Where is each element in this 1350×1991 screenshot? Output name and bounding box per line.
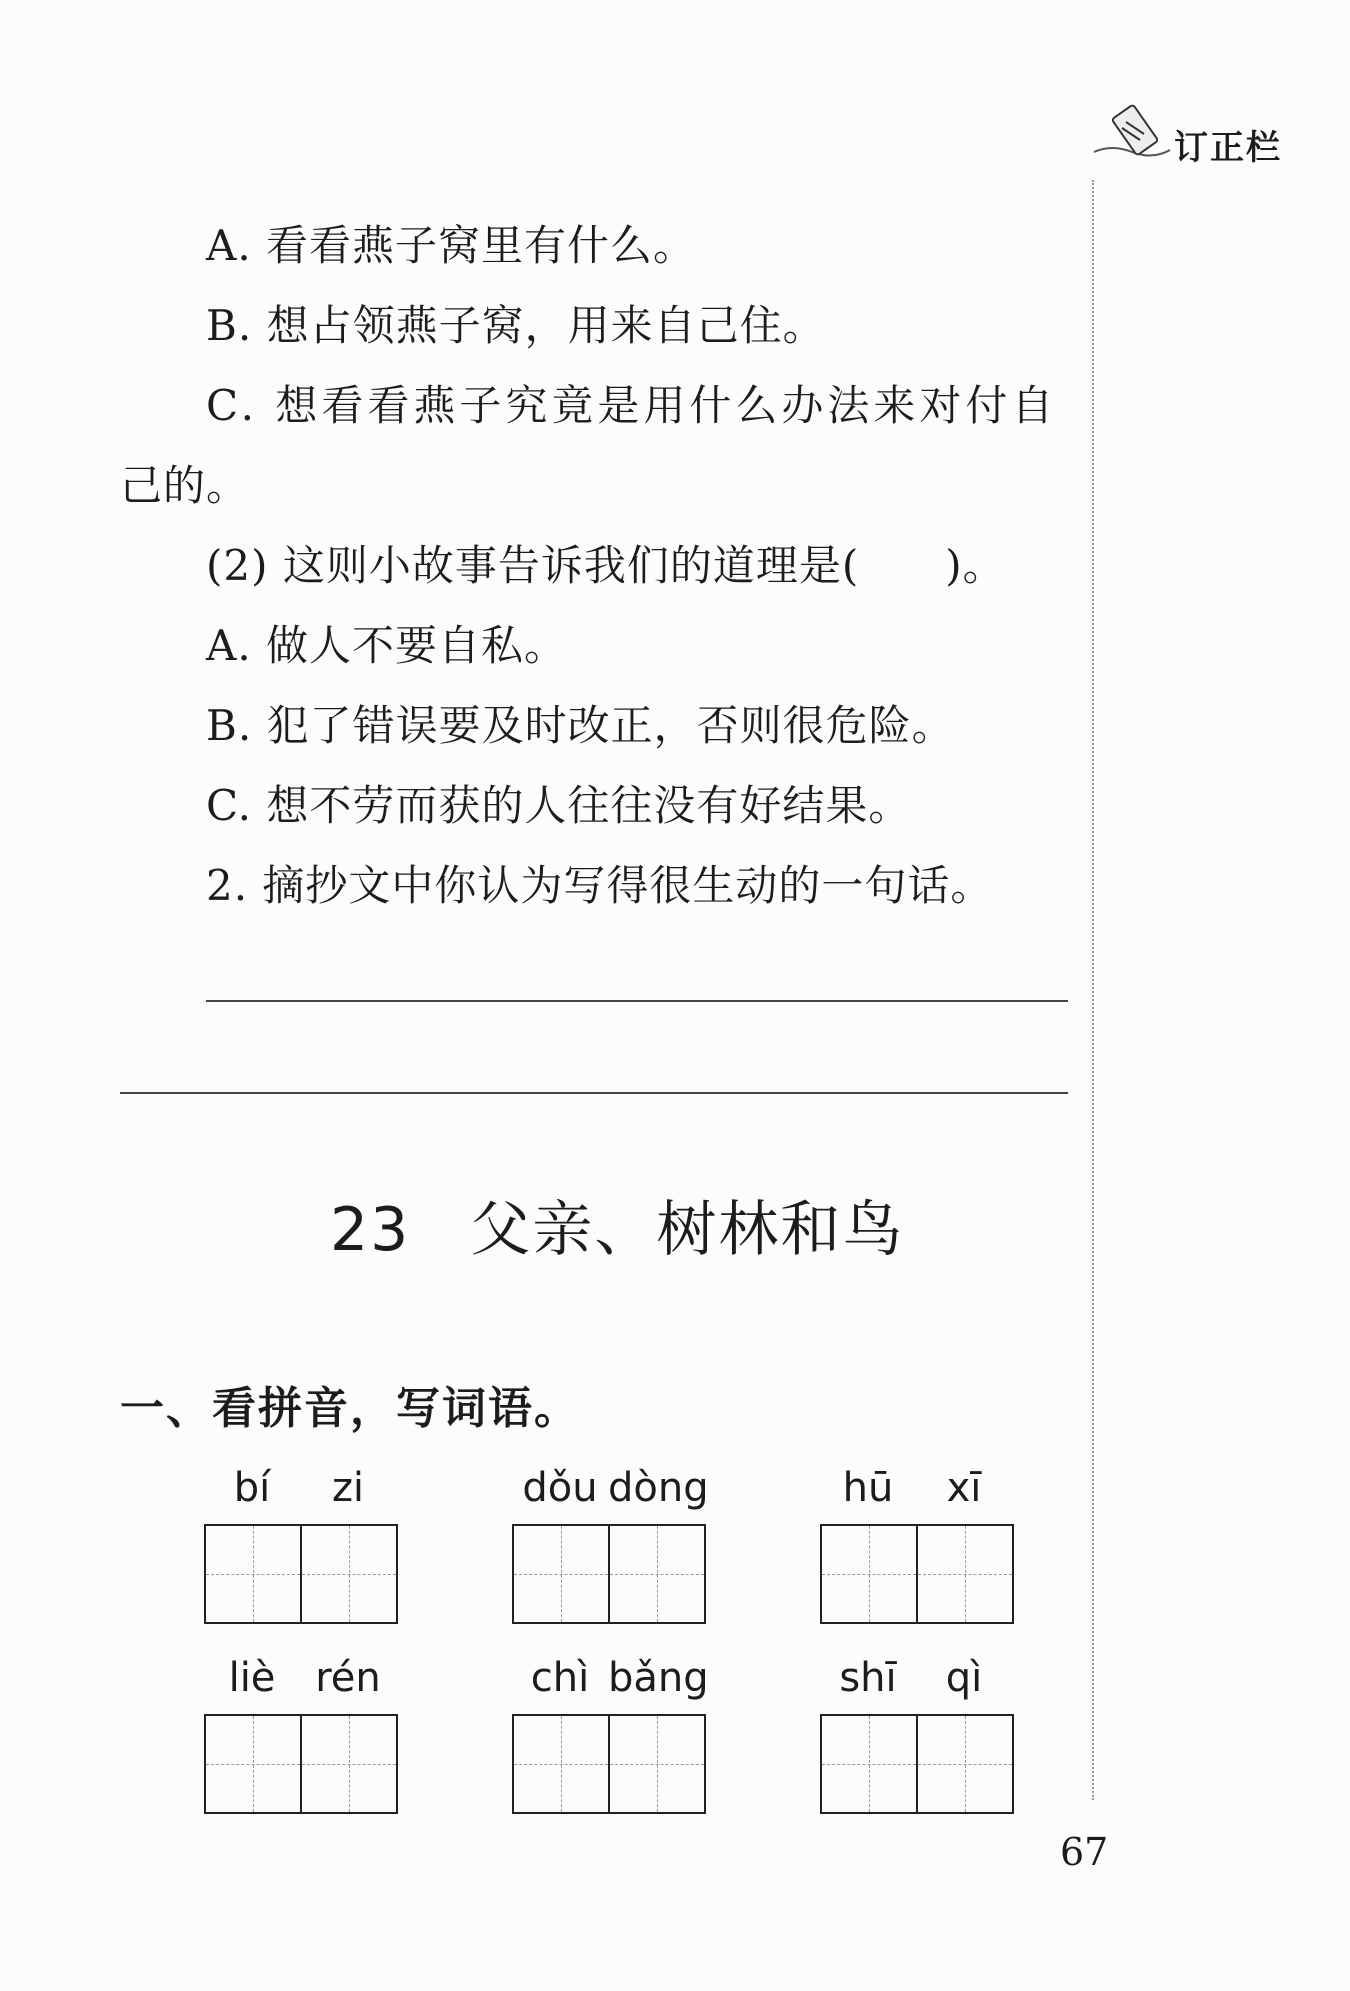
pinyin-syllable: xī (946, 1465, 982, 1511)
pinyin-syllable: zi (331, 1465, 365, 1511)
lesson-name: 父亲、树林和鸟 (470, 1195, 905, 1265)
writing-grid[interactable] (204, 1524, 398, 1624)
writing-cell[interactable] (822, 1526, 916, 1622)
q1-2-option-c: C. 想不劳而获的人往往没有好结果。 (206, 781, 912, 830)
writing-cell[interactable] (608, 1716, 704, 1812)
pinyin-word-4 (204, 1650, 396, 1820)
q1-2-prompt: (2) 这则小故事告诉我们的道理是( )。 (206, 541, 1006, 590)
q1-2-option-a: A. 做人不要自私。 (206, 621, 568, 670)
writing-grid[interactable] (820, 1714, 1014, 1814)
writing-cell[interactable] (514, 1526, 608, 1622)
pinyin-syllable: bǎng (608, 1655, 709, 1701)
pinyin-syllable: dǒu (522, 1465, 598, 1511)
writing-cell[interactable] (300, 1716, 396, 1812)
writing-cell[interactable] (822, 1716, 916, 1812)
writing-grid[interactable] (512, 1524, 706, 1624)
writing-cell[interactable] (608, 1526, 704, 1622)
section-1-heading: 一、看拼音，写词语。 (120, 1383, 580, 1434)
correction-column-divider (1092, 180, 1094, 1800)
pinyin-word-2 (512, 1460, 709, 1630)
q1-1-option-c-continued: 己的。 (120, 461, 250, 510)
pinyin-syllable: rén (315, 1655, 381, 1701)
pinyin-syllable: liè (228, 1655, 276, 1701)
writing-cell[interactable] (514, 1716, 608, 1812)
pinyin-word-6 (820, 1650, 1012, 1820)
writing-grid[interactable] (204, 1714, 398, 1814)
pinyin-syllable: chì (530, 1655, 590, 1701)
q1-2-option-b: B. 犯了错误要及时改正，否则很危险。 (206, 701, 955, 750)
q1-1-option-a: A. 看看燕子窝里有什么。 (206, 221, 697, 270)
answer-line-2[interactable] (120, 1092, 1068, 1094)
lesson-title (330, 1190, 904, 1270)
correction-column-header (1092, 100, 1332, 170)
lesson-number: 23 (330, 1195, 411, 1265)
pinyin-syllable: dòng (608, 1465, 709, 1511)
q2-prompt: 2. 摘抄文中你认为写得很生动的一句话。 (206, 861, 994, 910)
pinyin-word-5 (512, 1650, 709, 1820)
writing-cell[interactable] (916, 1526, 1012, 1622)
writing-cell[interactable] (206, 1716, 300, 1812)
answer-line-1[interactable] (206, 1000, 1068, 1002)
pinyin-syllable: hū (842, 1465, 894, 1511)
writing-cell[interactable] (300, 1526, 396, 1622)
correction-column-title: 订正栏 (1174, 128, 1282, 168)
writing-cell[interactable] (916, 1716, 1012, 1812)
q1-1-option-c: C. 想看看燕子究竟是用什么办法来对付自 (206, 381, 1058, 430)
writing-cell[interactable] (206, 1526, 300, 1622)
pinyin-word-3 (820, 1460, 1012, 1630)
pinyin-syllable: bí (233, 1465, 271, 1511)
writing-grid[interactable] (820, 1524, 1014, 1624)
page-number: 67 (1060, 1830, 1109, 1874)
pinyin-syllable: qì (945, 1655, 983, 1701)
q1-1-option-b: B. 想占领燕子窝，用来自己住。 (206, 301, 826, 350)
writing-grid[interactable] (512, 1714, 706, 1814)
pencil-icon (1092, 100, 1172, 170)
pinyin-word-1 (204, 1460, 396, 1630)
pinyin-syllable: shī (839, 1655, 897, 1701)
